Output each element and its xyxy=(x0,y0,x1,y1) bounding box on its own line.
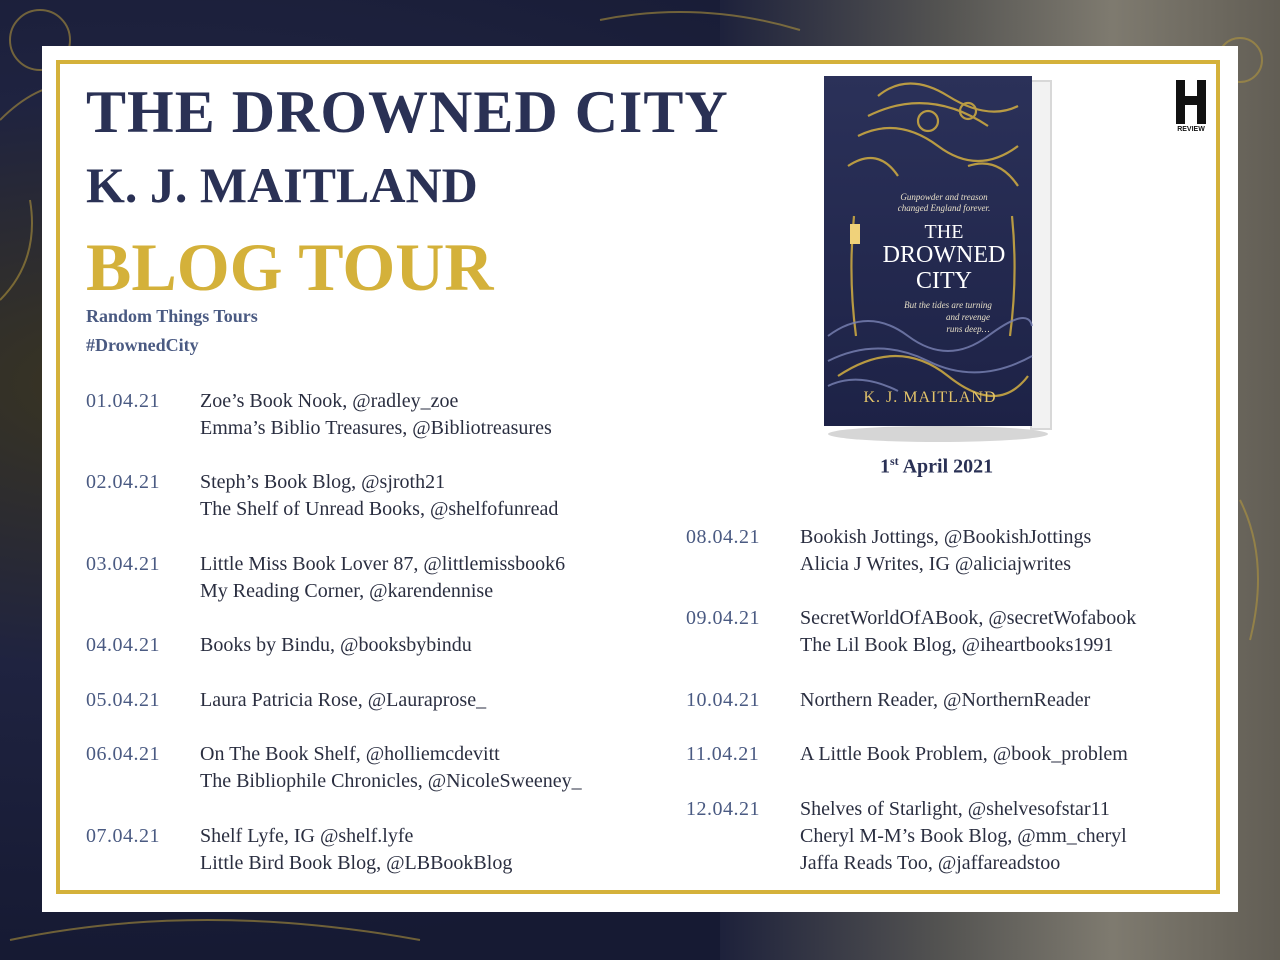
release-day: 1 xyxy=(880,455,890,478)
cover-tagline-1: Gunpowder and treason xyxy=(900,192,988,202)
cover-title-2: DROWNED xyxy=(882,242,1006,268)
blog-entry: Bookish Jottings, @BookishJottings xyxy=(800,526,1092,548)
publisher-label: REVIEW xyxy=(1177,126,1205,133)
event-title: BLOG TOUR xyxy=(86,229,494,305)
schedule-date: 02.04.21 xyxy=(86,471,160,493)
schedule-date: 10.04.21 xyxy=(686,689,760,711)
blog-entry: Cheryl M-M’s Book Blog, @mm_cheryl xyxy=(800,825,1127,847)
release-suffix: st xyxy=(890,454,899,468)
blog-entry: Laura Patricia Rose, @Lauraprose_ xyxy=(200,689,487,711)
blog-entry: SecretWorldOfABook, @secretWofabook xyxy=(800,607,1137,629)
blog-entry: Northern Reader, @NorthernReader xyxy=(800,689,1091,711)
blog-entry: Shelf Lyfe, IG @shelf.lyfe xyxy=(200,825,414,847)
blog-entry: Steph’s Book Blog, @sjroth21 xyxy=(200,471,446,493)
blog-entry: My Reading Corner, @karendennise xyxy=(200,580,494,602)
publisher-logo xyxy=(1176,80,1206,133)
blog-entry: Alicia J Writes, IG @aliciajwrites xyxy=(800,553,1072,575)
schedule-date: 11.04.21 xyxy=(686,743,760,765)
cover-blurb-3: runs deep… xyxy=(946,324,990,334)
schedule-date: 04.04.21 xyxy=(86,634,160,656)
schedule-date: 06.04.21 xyxy=(86,743,160,765)
cover-tagline-2: changed England forever. xyxy=(897,203,991,213)
blog-entry: The Shelf of Unread Books, @shelfofunread xyxy=(200,498,559,520)
blog-entry: Books by Bindu, @booksbybindu xyxy=(200,634,472,656)
organizer: Random Things Tours xyxy=(86,306,258,326)
H-logo-icon xyxy=(1176,80,1206,124)
blog-entry: Little Bird Book Blog, @LBBookBlog xyxy=(200,852,513,874)
blog-entry: Shelves of Starlight, @shelvesofstar11 xyxy=(800,798,1110,820)
blog-entry: Jaffa Reads Too, @jaffareadstoo xyxy=(800,852,1061,874)
cover-blurb-1: But the tides are turning xyxy=(904,300,992,310)
schedule-date: 12.04.21 xyxy=(686,798,760,820)
release-date xyxy=(880,454,993,479)
cover-title-3: CITY xyxy=(916,268,972,294)
hashtag: #DrownedCity xyxy=(86,335,199,355)
release-rest: April 2021 xyxy=(902,455,994,478)
book-title: THE DROWNED CITY xyxy=(86,79,729,145)
schedule-date: 09.04.21 xyxy=(686,607,760,629)
blog-entry: Zoe’s Book Nook, @radley_zoe xyxy=(200,390,459,412)
blog-entry: The Lil Book Blog, @iheartbooks1991 xyxy=(800,634,1114,656)
cover-blurb-2: and revenge xyxy=(946,312,990,322)
cover-title-1: THE xyxy=(924,221,964,243)
blog-entry: On The Book Shelf, @holliemcdevitt xyxy=(200,743,500,765)
schedule-date: 05.04.21 xyxy=(86,689,160,711)
blog-entry: Emma’s Biblio Treasures, @Bibliotreasures xyxy=(200,417,552,439)
blog-entry: The Bibliophile Chronicles, @NicoleSweeney_ xyxy=(200,770,582,792)
schedule-date: 07.04.21 xyxy=(86,825,160,847)
book-cover xyxy=(818,76,1058,446)
blog-entry: A Little Book Problem, @book_problem xyxy=(800,743,1128,765)
schedule-date: 03.04.21 xyxy=(86,553,160,575)
author-name: K. J. MAITLAND xyxy=(86,157,478,213)
cover-author: K. J. MAITLAND xyxy=(863,389,997,406)
blog-entry: Little Miss Book Lover 87, @littlemissbook6 xyxy=(200,553,566,575)
schedule-date: 08.04.21 xyxy=(686,526,760,548)
schedule-date: 01.04.21 xyxy=(86,390,160,412)
